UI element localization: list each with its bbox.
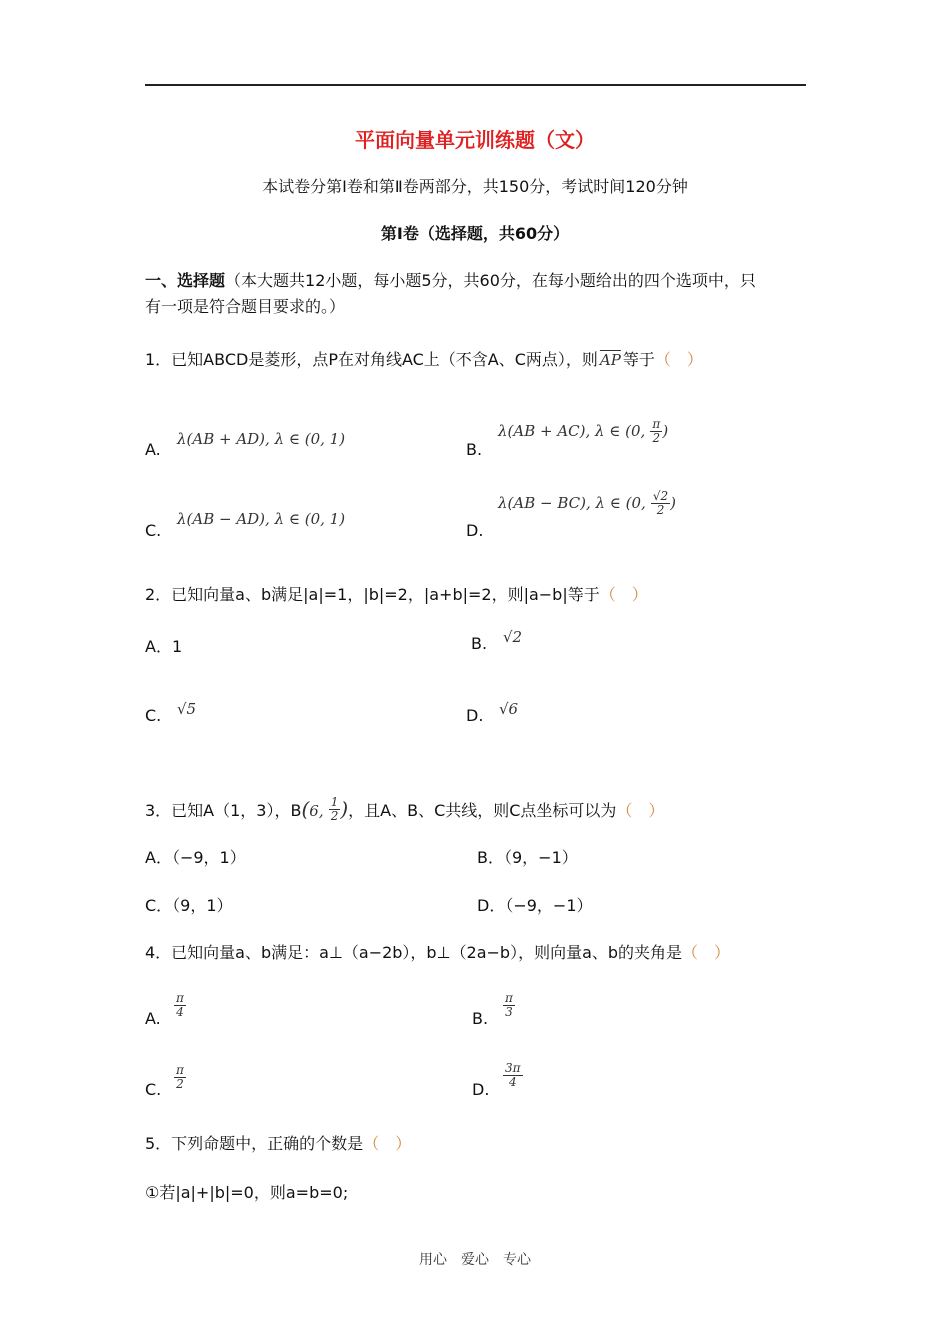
- q4-option-a-fraction: $\frac{\pi}{4}$: [176, 991, 184, 1019]
- q3-point-b-x: 6,: [309, 802, 324, 820]
- q3-option-b: B．（9，−1）: [477, 848, 578, 867]
- q1-option-b-fraction: $\frac{\pi}{2}$: [652, 417, 661, 445]
- q1-option-d: λ(AB − BC), λ ∈ (0, $\frac{√2}{2}$ ): [498, 489, 677, 517]
- q4-option-d-fraction: $\frac{3\pi}{4}$: [505, 1061, 521, 1089]
- header-rule: [145, 84, 806, 86]
- part1-label: 一、选择题: [145, 271, 226, 290]
- q2-stem: [145, 582, 648, 605]
- q3-option-d: D．（−9，−1）: [477, 896, 593, 915]
- q3-stem-text-1: 3．已知A（1，3），B: [145, 801, 302, 820]
- q3-answer-paren: （ ）: [616, 801, 665, 820]
- q5-stem-text: 5．下列命题中，正确的个数是: [145, 1134, 364, 1153]
- q5-answer-paren: （ ）: [363, 1134, 412, 1153]
- q3-point-b-y-fraction: $\frac{1}{2}$: [330, 795, 339, 823]
- q4-stem: [145, 940, 730, 963]
- q1-option-c-math: λ(AB − AD), λ ∈ (0, 1): [177, 510, 346, 528]
- part1-intro-text: （本大题共12小题，每小题5分，共60分，在每小题给出的四个选项中，只: [225, 271, 756, 290]
- q1-stem-tail: 等于: [622, 350, 655, 369]
- q1-option-a-math: λ(AB + AD), λ ∈ (0, 1): [177, 430, 346, 448]
- q4-option-b-label: B.: [472, 1009, 489, 1028]
- part1-intro-line1: [145, 268, 756, 291]
- q1-stem: [145, 347, 703, 370]
- q1-vector-ap: $\overline{AP}$: [599, 351, 621, 369]
- q5-stem: [145, 1131, 411, 1154]
- q4-option-c-fraction: $\frac{\pi}{2}$: [176, 1063, 184, 1091]
- q3-stem-text-2: ，且A、B、C共线，则C点坐标可以为: [348, 801, 617, 820]
- q2-option-a: A．1: [145, 637, 183, 656]
- q1-option-b-math: λ(AB + AC), λ ∈ (0,: [498, 422, 646, 440]
- q1-option-a-label: A.: [145, 440, 161, 459]
- q4-stem-text: 4．已知向量a、b满足：a⊥（a−2b），b⊥（2a−b），则向量a、b的夹角是: [145, 943, 683, 962]
- q1-option-b: λ(AB + AC), λ ∈ (0, $\frac{\pi}{2}$ ): [498, 417, 669, 445]
- q2-option-b-math: √2: [503, 628, 523, 646]
- part1-intro-line2: 有一项是符合题目要求的。）: [145, 297, 346, 316]
- q4-option-d-label: D.: [472, 1080, 490, 1099]
- q3-option-c: C．（9，1）: [145, 896, 233, 915]
- q1-answer-paren: （ ）: [654, 350, 703, 369]
- q3-option-a: A．（−9，1）: [145, 848, 246, 867]
- page-footer: 用心 爱心 专心: [419, 1252, 531, 1268]
- q4-option-c-label: C.: [145, 1080, 162, 1099]
- q2-option-d-label: D.: [466, 706, 484, 725]
- q4-option-b-fraction: $\frac{\pi}{3}$: [505, 991, 513, 1019]
- q2-answer-paren: （ ）: [599, 585, 648, 604]
- q2-stem-text: 2．已知向量a、b满足|a|=1，|b|=2，|a+b|=2，则|a−b|等于: [145, 585, 600, 604]
- q1-option-b-label: B.: [466, 440, 483, 459]
- q1-option-c-label: C.: [145, 521, 162, 540]
- q1-option-d-math: λ(AB − BC), λ ∈ (0,: [498, 494, 646, 512]
- q4-answer-paren: （ ）: [682, 943, 731, 962]
- q2-option-c-label: C.: [145, 706, 162, 725]
- q2-option-c-math: √5: [177, 700, 197, 718]
- q5-statement-1: ①若|a|+|b|=0，则a=b=0;: [145, 1183, 349, 1202]
- q4-option-a-label: A.: [145, 1009, 161, 1028]
- q1-option-d-fraction: $\frac{√2}{2}$: [652, 489, 669, 517]
- exam-info: 本试卷分第Ⅰ卷和第Ⅱ卷两部分，共150分，考试时间120分钟: [262, 177, 688, 196]
- q3-stem: 3．已知A（1，3），B(6, $\frac{1}{2}$ )，且A、B、C共线，则C点坐标可以为（ ）: [145, 795, 665, 823]
- q1-stem-text: 1．已知ABCD是菱形，点P在对角线AC上（不含A、C两点），则: [145, 350, 598, 369]
- page-title: 平面向量单元训练题（文）: [355, 128, 595, 152]
- q2-option-d-math: √6: [499, 700, 519, 718]
- q1-option-d-label: D.: [466, 521, 484, 540]
- section-heading: 第Ⅰ卷（选择题，共60分）: [380, 224, 570, 243]
- q2-option-b-label: B.: [471, 634, 488, 653]
